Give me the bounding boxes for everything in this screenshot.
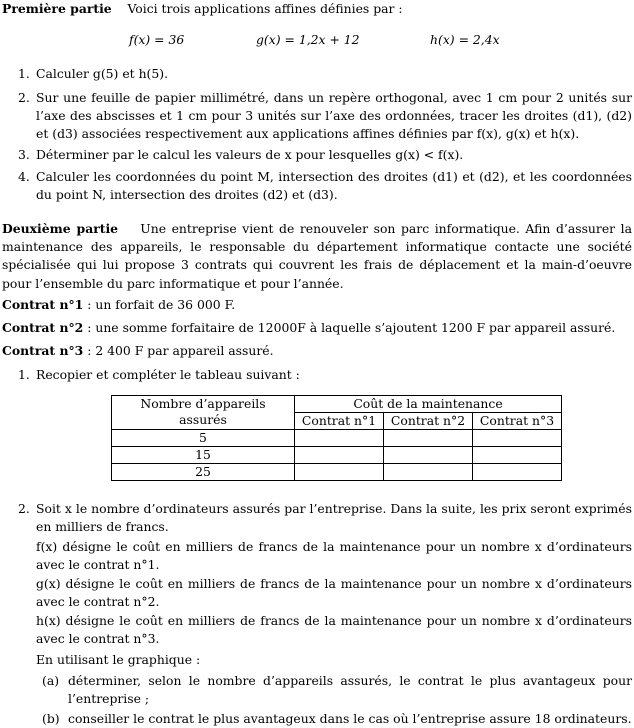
contract-text: : un forfait de 36 000 F. <box>87 297 236 312</box>
empty-cell <box>473 464 562 481</box>
definition-f: f(x) désigne le coût en milliers de francs de la maintenance pour un nombre x d’ordinateurs avec le contrat n°1. <box>36 539 632 573</box>
part2-question-1: Recopier et compléter le tableau suivant : <box>36 367 300 382</box>
part1-heading: Première partie <box>2 1 112 16</box>
subitem-a: déterminer, selon le nombre d’appareils assurés, le contrat le plus avantageux pour l’entreprise ; <box>68 673 632 707</box>
item-number: 1. <box>18 66 30 81</box>
empty-cell <box>384 430 473 447</box>
table-header-row <box>112 396 562 413</box>
empty-cell <box>295 430 384 447</box>
part2-question-2: Soit x le nombre d’ordinateurs assurés par l’entreprise. Dans la suite, les prix seront exprimés en milliers de francs. <box>36 501 632 535</box>
col-header-contract-1: Contrat n°1 <box>295 413 384 430</box>
part1-item-4: Calculer les coordonnées du point M, intersection des droites (d1) et (d2), et les coordonnées du point N, intersection des droites (d2) et (d3). <box>36 169 632 203</box>
part1-item-3: Déterminer par le calcul les valeurs de x pour lesquelles g(x) < f(x). <box>36 147 464 162</box>
graph-intro: En utilisant le graphique : <box>36 652 201 667</box>
function-h: h(x) = 2,4x <box>430 32 500 47</box>
part2-heading: Deuxième partie <box>2 221 119 236</box>
table-row <box>112 447 562 464</box>
subitem-label: (a) <box>42 673 60 688</box>
empty-cell <box>295 464 384 481</box>
item-number: 2. <box>18 501 30 516</box>
contract-text: : 2 400 F par appareil assuré. <box>87 343 274 358</box>
function-g: g(x) = 1,2x + 12 <box>256 32 360 47</box>
contract-label: Contrat n°2 <box>2 320 84 335</box>
empty-cell <box>295 447 384 464</box>
contract-2 <box>2 319 632 337</box>
item-number: 1. <box>18 367 30 382</box>
empty-cell <box>384 447 473 464</box>
subitem-label: (b) <box>42 711 60 726</box>
item-number: 3. <box>18 147 30 162</box>
part2-intro-paragraph <box>2 220 632 293</box>
function-f: f(x) = 36 <box>129 32 185 47</box>
contract-3 <box>2 342 632 360</box>
table-row <box>112 430 562 447</box>
col-header-devices: Nombre d’appareils assurés <box>112 396 295 430</box>
col-header-contract-2: Contrat n°2 <box>384 413 473 430</box>
part1-intro-line <box>2 0 632 18</box>
contract-label: Contrat n°3 <box>2 343 84 358</box>
empty-cell <box>473 430 562 447</box>
empty-cell <box>384 464 473 481</box>
col-header-contract-3: Contrat n°3 <box>473 413 562 430</box>
item-number: 4. <box>18 169 30 184</box>
maintenance-table <box>111 395 562 481</box>
contract-1 <box>2 296 632 314</box>
table-row <box>112 464 562 481</box>
part2-intro: Une entreprise vient de renouveler son parc informatique. Afin d’assurer la maintenance des appareils, le responsable du département informatique contacte une société spécialisée qui lui propose 3 contrats qui couvrent les frais de déplacement et la main-d’oeuvre pour l’ensemble du parc informatique et pour l’année. <box>2 221 632 291</box>
definition-g: g(x) désigne le coût en milliers de francs de la maintenance pour un nombre x d’ordinateurs avec le contrat n°2. <box>36 576 632 610</box>
row-devices-count: 5 <box>112 430 295 447</box>
contract-text: : une somme forfaitaire de 12000F à laquelle s’ajoutent 1200 F par appareil assuré. <box>87 320 616 335</box>
group-header-cost: Coût de la maintenance <box>295 396 562 413</box>
item-number: 2. <box>18 90 30 105</box>
empty-cell <box>473 447 562 464</box>
contract-label: Contrat n°1 <box>2 297 84 312</box>
subitem-b: conseiller le contrat le plus avantageux dans le cas où l’entreprise assure 18 ordinateurs. <box>68 711 632 726</box>
definition-h: h(x) désigne le coût en milliers de francs de la maintenance pour un nombre x d’ordinateurs avec le contrat n°3. <box>36 613 632 647</box>
part1-item-2: Sur une feuille de papier millimétré, dans un repère orthogonal, avec 1 cm pour 2 unités sur l’axe des abscisses et 1 cm pour 3 unités sur l’axe des ordonnées, tracer les droites (d1), (d2) et (d3) associées respectivement aux applications affines définies par f(x), g(x) et h(x). <box>36 90 632 142</box>
part1-intro: Voici trois applications affines définies par : <box>127 1 403 16</box>
part1-item-1: Calculer g(5) et h(5). <box>36 66 169 81</box>
row-devices-count: 25 <box>112 464 295 481</box>
row-devices-count: 15 <box>112 447 295 464</box>
